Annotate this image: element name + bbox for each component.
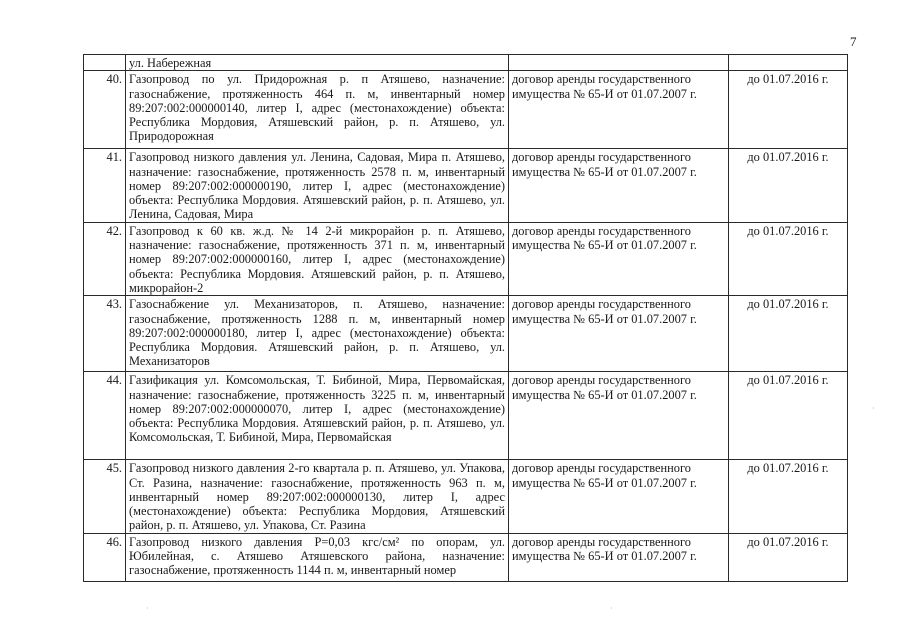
row-basis: договор аренды государственного имущества № 65-И от 01.07.2007 г. bbox=[509, 222, 729, 295]
row-term: до 01.07.2016 г. bbox=[729, 372, 848, 460]
row-number: 45. bbox=[84, 460, 126, 533]
row-description: Газопровод низкого давления ул. Ленина, Садовая, Мира п. Атяшево, назначение: газоснабжение, протяженность 2578 п. м, инвентарный номер 89:207:002:000000190, литер I, адрес (местонахождение) объекта: Республика Мордовия. Атяшевский район, р. п. Атяшево, ул. Ленина, Садовая, Мира bbox=[126, 149, 509, 222]
table-row bbox=[84, 460, 848, 533]
table-row bbox=[84, 71, 848, 149]
property-register-table bbox=[83, 54, 848, 582]
row-basis: договор аренды государственного имущества № 65-И от 01.07.2007 г. bbox=[509, 71, 729, 149]
row-number bbox=[84, 55, 126, 71]
table-row bbox=[84, 533, 848, 581]
scan-speck: · bbox=[610, 604, 613, 613]
table-row bbox=[84, 372, 848, 460]
row-term: до 01.07.2016 г. bbox=[729, 296, 848, 372]
row-description: Газопровод низкого давления Р=0,03 кгс/см² по опорам, ул. Юбилейная, с. Атяшево Атяшевского района, назначение: газоснабжение, протяженность 1144 п. м, инвентарный номер bbox=[126, 533, 509, 581]
row-number: 42. bbox=[84, 222, 126, 295]
row-number: 40. bbox=[84, 71, 126, 149]
row-term: до 01.07.2016 г. bbox=[729, 222, 848, 295]
row-description: Газопровод к 60 кв. ж.д. № 14 2-й микрорайон р. п. Атяшево, назначение: газоснабжение, протяженность 371 п. м, инвентарный номер 89:207:002:000000160, литер I, адрес (местонахождение) объекта: Республика Мордовия. Атяшевский район, р. п. Атяшево, микрорайон-2 bbox=[126, 222, 509, 295]
row-description: Газопровод низкого давления 2-го квартала р. п. Атяшево, ул. Упакова, Ст. Разина, назначение: газоснабжение, протяженность 963 п. м, инвентарный номер 89:207:002:000000130, литер I, адрес (местонахождение) объекта: Республика Мордовия, Атяшевский район, р. п. Атяшево, ул. Упакова, Ст. Разина bbox=[126, 460, 509, 533]
row-basis: договор аренды государственного имущества № 65-И от 01.07.2007 г. bbox=[509, 149, 729, 222]
row-term: до 01.07.2016 г. bbox=[729, 149, 848, 222]
row-number: 43. bbox=[84, 296, 126, 372]
table-row-continuation bbox=[84, 55, 848, 71]
row-term bbox=[729, 55, 848, 71]
row-basis: договор аренды государственного имущества № 65-И от 01.07.2007 г. bbox=[509, 296, 729, 372]
table-row bbox=[84, 222, 848, 295]
row-description: Газоснабжение ул. Механизаторов, п. Атяшево, назначение: газоснабжение, протяженность 1288 п. м, инвентарный номер 89:207:002:000000180, литер I, адрес (местонахождение) объекта: Республика Мордовия. Атяшевский район, р. п. Атяшево, ул. Механизаторов bbox=[126, 296, 509, 372]
row-number: 46. bbox=[84, 533, 126, 581]
row-term: до 01.07.2016 г. bbox=[729, 533, 848, 581]
row-number: 44. bbox=[84, 372, 126, 460]
row-description: ул. Набережная bbox=[126, 55, 509, 71]
table-row bbox=[84, 296, 848, 372]
row-basis: договор аренды государственного имущества № 65-И от 01.07.2007 г. bbox=[509, 460, 729, 533]
row-basis: договор аренды государственного имущества № 65-И от 01.07.2007 г. bbox=[509, 533, 729, 581]
row-term: до 01.07.2016 г. bbox=[729, 71, 848, 149]
row-basis: договор аренды государственного имущества № 65-И от 01.07.2007 г. bbox=[509, 372, 729, 460]
row-term: до 01.07.2016 г. bbox=[729, 460, 848, 533]
scan-speck: · bbox=[146, 604, 149, 613]
row-basis bbox=[509, 55, 729, 71]
row-description: Газопровод по ул. Придорожная р. п Атяшево, назначение: газоснабжение, протяженность 464 п. м, инвентарный номер 89:207:002:000000140, литер I, адрес (местонахождение) объекта: Республика Мордовия, Атяшевский район, р. п. Атяшево, ул. Природорожная bbox=[126, 71, 509, 149]
table-row bbox=[84, 149, 848, 222]
row-number: 41. bbox=[84, 149, 126, 222]
page-number: 7 bbox=[850, 34, 857, 49]
row-description: Газификация ул. Комсомольская, Т. Бибиной, Мира, Первомайская, назначение: газоснабжение, протяженность 3225 п. м, инвентарный номер 89:207:002:000000070, литер I, адрес (местонахождение) объекта: Республика Мордовия. Атяшевский район, р. п. Атяшево, ул. Комсомольская, Т. Бибиной, Мира, Первомайская bbox=[126, 372, 509, 460]
scan-speck: · bbox=[872, 404, 875, 413]
